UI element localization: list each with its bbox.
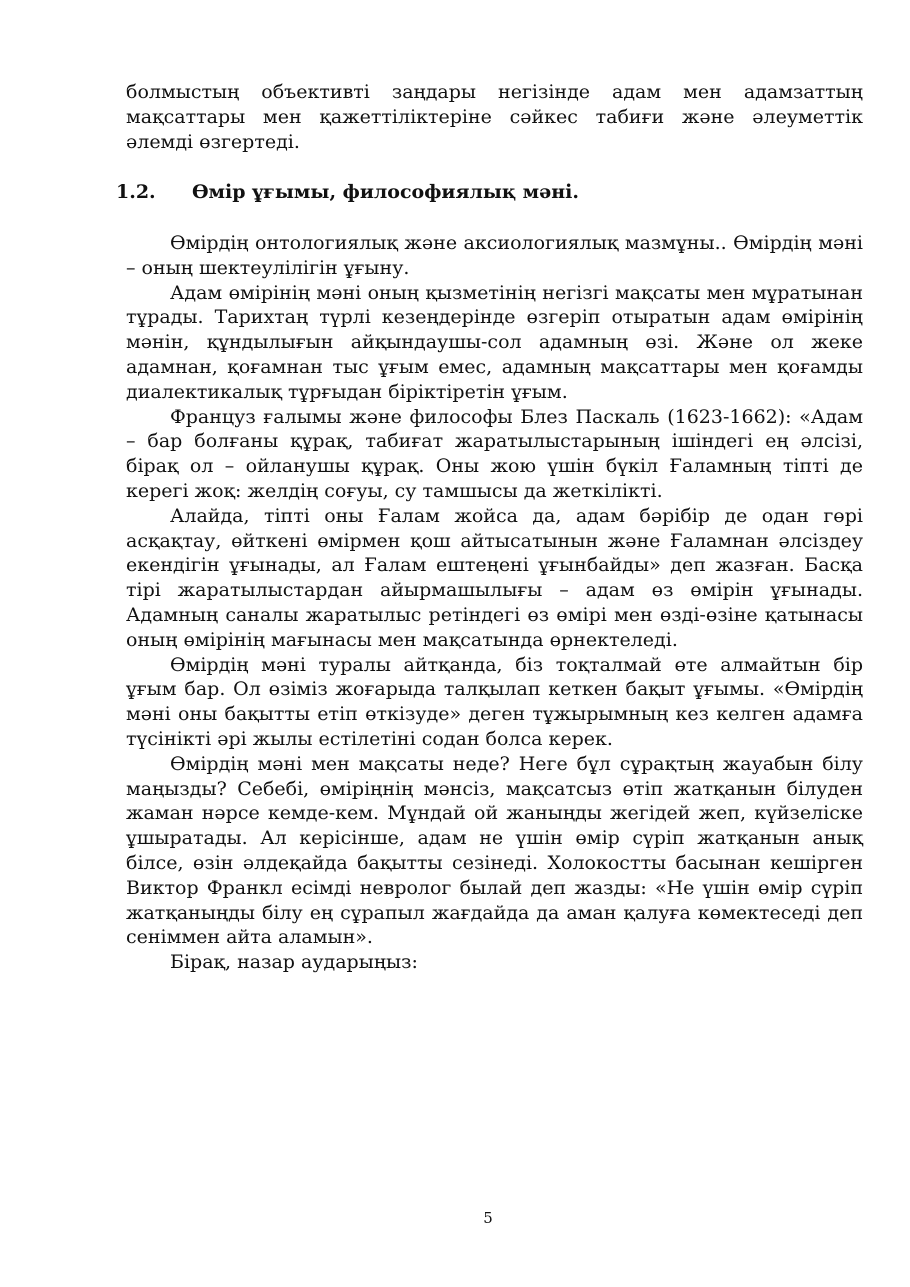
intro-paragraph: болмыстың объективті заңдары негізінде адам мен адамзаттың мақсаттары мен қажеттіліктеріне сәйкес табиғи және әлеуметтік әлемді өзгертеді.: [126, 81, 863, 153]
body-paragraph: Француз ғалымы және философы Блез Паскаль (1623-1662): «Адам – бар болғаны құрақ, табиғат жаратылыстарының ішіндегі ең әлсізі, бірақ ол – ойланушы құрақ. Оны жою үшін бүкіл Ғаламның тіпті де керегі жоқ: желдің соғуы, су тамшысы да жеткілікті.: [126, 405, 863, 502]
section-title: Өмір ұғымы, философиялық мәні.: [192, 181, 580, 203]
body-paragraph: Өмірдің мәні мен мақсаты неде? Неге бұл сұрақтың жауабын білу маңызды? Себебі, өміріңнің мәнсіз, мақсатсыз өтіп жатқанын білуден жаман нәрсе кемде-кем. Мұндай ой жаныңды жегідей жеп, күйзеліске ұшыратады. Ал керісінше, адам не үшін өмір сүріп жатқанын анық білсе, өзін әлдеқайда бақытты сезінеді. Холокостты басынан кешірген Виктор Франкл есімді невролог былай деп жазды: «Не үшін өмір сүріп жатқаныңды білу ең сұрапыл жағдайда да аман қалуға көмектеседі деп сеніммен айта аламын».: [126, 752, 863, 949]
body-paragraph: Өмірдің мәні туралы айтқанда, біз тоқталмай өте алмайтын бір ұғым бар. Ол өзіміз жоғарыда талқылап кеткен бақыт ұғымы. «Өмірдің мәні оны бақытты етіп өткізуде» деген тұжырымның кез келген адамға түсінікті әрі жылы естілетіні содан болса керек.: [126, 653, 863, 750]
section-heading: [116, 180, 579, 205]
page-number: 5: [483, 1209, 493, 1227]
intro-text-block: [126, 80, 863, 154]
body-paragraph: Адам өмірінің мәні оның қызметінің негізгі мақсаты мен мұратынан тұрады. Тарихтаң түрлі кезеңдерінде өзгеріп отыратын адам өмірінің мәнін, құндылығын айқындаушы-сол адамның өзі. Және ол жеке адамнан, қоғамнан тыс ұғым емес, адамның мақсаттары мен қоғамды диалектикалық тұрғыдан біріктіретін ұғым.: [126, 281, 863, 403]
body-paragraph: Алайда, тіпті оны Ғалам жойса да, адам бәрібір де одан гөрі асқақтау, өйткені өмірмен қош айтысатынын және Ғаламнан әлсіздеу екендігін ұғынады, ал Ғалам ештеңені ұғынбайды» деп жазған. Басқа тірі жаратылыстардан айырмашылығы – адам өз өмірін ұғынады. Адамның саналы жаратылыс ретіндегі өз өмірі мен өзді-өзіне қатынасы оның өмірінің мағынасы мен мақсатында өрнектеледі.: [126, 504, 863, 651]
section-number: 1.2.: [116, 181, 156, 203]
body-paragraph: Бірақ, назар аударыңыз:: [170, 951, 418, 974]
section-body: [126, 231, 863, 975]
body-paragraph: Өмірдің онтологиялық және аксиологиялық мазмұны.. Өмірдің мәні – оның шектеулілігін ұғыну.: [126, 232, 863, 279]
